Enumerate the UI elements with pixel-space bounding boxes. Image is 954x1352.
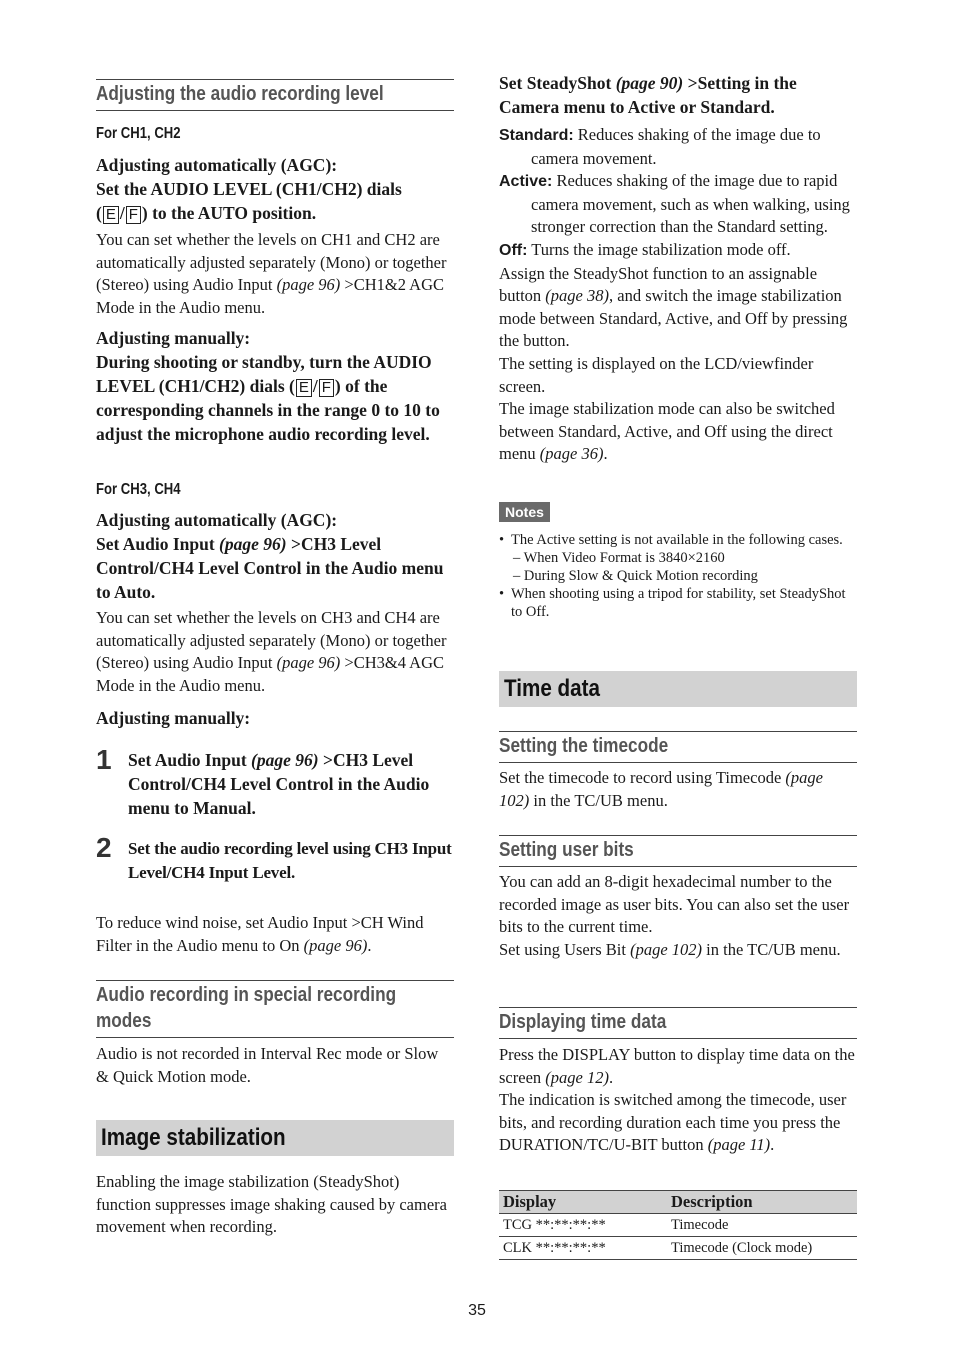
f-dial-icon: F [319,379,334,397]
page-ref: (page 12) [545,1067,609,1087]
notes-box [499,502,857,522]
table-header-display: Display [499,1191,667,1214]
heading-image-stabilization: Image stabilization [96,1120,454,1156]
ch12-auto-instruction: Adjusting automatically (AGC): Set the AUDIO LEVEL (CH1/CH2) dials ( E / F ) to the AUTO position. [96,155,402,223]
ch34-auto-instruction: Adjusting automatically (AGC): Set Audio Input (page 96) >CH3 Level Control/CH4 Level Control in the Audio menu to Auto. [96,510,444,602]
table-row [499,1214,857,1237]
heading-setting-user-bits: Setting user bits [499,835,857,867]
page-ref: (page 102) [499,768,823,810]
option-standard: Standard: Reduces shaking of the image due to camera movement. [499,125,821,168]
page-ref: (page 11) [707,1135,771,1155]
heading-displaying-time-data: Displaying time data [499,1007,857,1039]
table-row [499,1237,857,1260]
option-off: Off: Turns the image stabilization mode off. [499,239,791,259]
steadyshot-options [499,124,857,466]
steadyshot-instruction: Set SteadyShot (page 90) >Setting in the Camera menu to Active or Standard. [499,73,797,117]
display-note: The setting is displayed on the LCD/viewfinder screen. [499,353,814,396]
heading-adjusting-audio-level: Adjusting the audio recording level [96,79,454,111]
special-modes-body: Audio is not recorded in Interval Rec mode or Slow & Quick Motion mode. [96,1044,439,1086]
timecode-body: Set the timecode to record using Timecode (page 102) in the TC/UB menu. [499,768,823,810]
ch12-manual-instruction: Adjusting manually: During shooting or standby, turn the AUDIO LEVEL (CH1/CH2) dials ( E / F ) of the corresponding channels in the range 0 to 10 to adjust the microphone audio recording level. [96,328,440,444]
step-number: 1 [96,744,112,775]
note-sub-item: – When Video Format is 3840×2160 [513,550,725,566]
page-ref: (page 96) [303,935,368,955]
page-number: 35 [468,1302,486,1319]
page-ref: (page 96) [276,653,341,673]
page-ref: (page 96) [276,275,341,295]
heading-time-data: Time data [499,671,857,707]
heading-ch1-ch2: For CH1, CH2 [96,125,181,142]
table-cell-display: CLK **:**:**:** [499,1237,667,1260]
stabilization-body: Enabling the image stabilization (SteadyShot) function suppresses image shaking caused by camera movement when recording. [96,1172,447,1237]
step-2: 2 Set the audio recording level using CH3 Input Level/CH4 Input Level. [96,832,452,882]
ch12-auto-body: You can set whether the levels on CH1 and CH2 are automatically adjusted separately (Mono) or together (Stereo) using Audio Input (page 96) >CH1&2 AGC Mode in the Audio menu. [96,230,447,317]
display-time-body: Press the DISPLAY button to display time data on the screen (page 12). The indication is switched among the timecode, user bits, and recording duration each time you press the DURATION/TC/U-BIT button (page 11). [499,1045,855,1155]
step-1: 1 Set Audio Input (page 96) >CH3 Level Control/CH4 Level Control in the Audio menu to Manual. [96,744,430,818]
heading-special-modes: Audio recording in special recording modes [96,980,454,1038]
page-ref: (page 38) [545,286,609,306]
option-active: Active: Reduces shaking of the image due to rapid camera movement, such as when walking, using stronger correction than the Standard setting. [499,171,850,237]
f-dial-icon: F [126,206,141,224]
user-bits-body: You can add an 8-digit hexadecimal number to the recorded image as user bits. You can also set the user bits to the current time. Set using Users Bit (page 102) in the TC/UB menu. [499,872,850,959]
step-number: 2 [96,832,112,863]
heading-ch3-ch4: For CH3, CH4 [96,481,181,498]
page-ref: (page 96) [251,750,319,770]
note-item: • The Active setting is not available in the following cases. [499,532,843,548]
direct-menu-note: The image stabilization mode can also be switched between Standard, Active, and Off using the direct menu (page 36). [499,399,835,464]
e-dial-icon: E [103,206,119,224]
ch34-manual-label: Adjusting manually: [96,708,251,728]
assign-note: Assign the SteadyShot function to an assignable button (page 38), and switch the image stabilization mode between Standard, Active, and Off by pressing the button. [499,263,848,351]
table-cell-display: TCG **:**:**:** [499,1214,667,1237]
page-ref: (page 90) [615,73,684,93]
wind-noise-note: To reduce wind noise, set Audio Input >CH Wind Filter in the Audio menu to On (page 96). [96,913,424,955]
table-header-description: Description [667,1191,857,1214]
ch34-auto-body: You can set whether the levels on CH3 and CH4 are automatically adjusted separately (Mono) or together (Stereo) using Audio Input (page 96) >CH3&4 AGC Mode in the Audio menu. [96,608,447,695]
page-ref: (page 102) [630,939,703,959]
notes-list [499,531,857,621]
notes-badge: Notes [499,502,550,522]
e-dial-icon: E [296,379,312,397]
heading-setting-timecode: Setting the timecode [499,731,857,763]
time-data-table [499,1190,857,1260]
note-item: • When shooting using a tripod for stability, set SteadyShot to Off. [499,586,846,620]
table-cell-description: Timecode (Clock mode) [667,1237,857,1260]
page-ref: (page 96) [219,534,287,554]
table-cell-description: Timecode [667,1214,857,1237]
page-ref: (page 36) [539,444,604,464]
note-sub-item: – During Slow & Quick Motion recording [513,568,758,584]
